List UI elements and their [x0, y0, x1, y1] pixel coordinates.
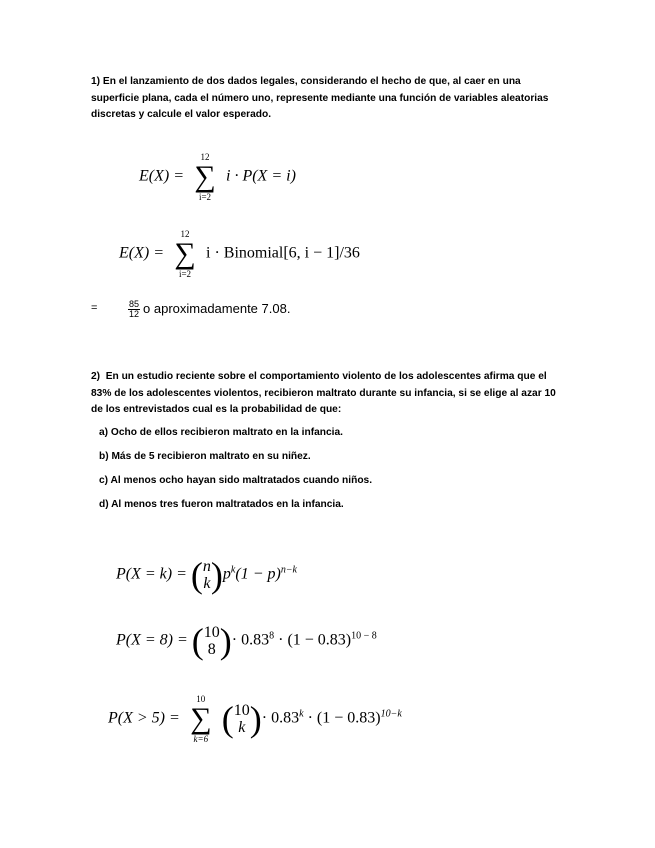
f1-q-exponent: n−k [280, 564, 297, 576]
eq1-lower-limit: i=2 [198, 192, 212, 202]
result-line [128, 300, 290, 319]
question-1-text [91, 74, 561, 124]
eq2-lower-limit: i=2 [178, 269, 192, 279]
f3-upper-limit: 10 [196, 694, 206, 704]
f2-term-a: · 0.83 [231, 631, 270, 649]
f3-lower-limit: k=6 [193, 734, 209, 744]
f3-term-a: · 0.83 [261, 709, 300, 727]
list-item: a) Ocho de ellos recibieron maltrato en la infancia. [99, 427, 344, 438]
f3-term-b-exponent: 10−k [380, 708, 402, 720]
list-item: c) Al menos ocho hayan sido maltratados cuando niños. [99, 475, 373, 486]
sigma-symbol: ∑ [174, 237, 196, 270]
result-denominator: 12 [129, 309, 140, 319]
list-item: b) Más de 5 recibieron maltrato en su niñez. [99, 451, 311, 462]
f3-top: 10 [233, 702, 250, 719]
f1-bottom: k [203, 575, 211, 592]
f1-top: n [202, 558, 211, 575]
formula-binomial-general [116, 557, 297, 593]
list-item: d) Al menos tres fueron maltratados en la infancia. [99, 499, 344, 510]
sigma-symbol: ∑ [190, 702, 212, 735]
question-2-text [91, 369, 561, 419]
eq1-summation [192, 152, 218, 202]
result-equals: = [91, 302, 98, 314]
question-2-statement: En un estudio reciente sobre el comportamiento violento de los adolescentes afirma que el 83% de los adolescentes violentos, recibieron maltrato durante su infancia, si se elige al azar 10 de los entrevistados cual es la probabilidad de que: [91, 371, 556, 415]
question-1-statement: En el lanzamiento de dos dados legales, considerando el hecho de que, al caer en una superficie plana, cada el número uno, represente mediante una función de variables aleatorias discretas y calcule el valor esperado. [91, 76, 549, 120]
eq2-lhs: E(X) = [119, 244, 164, 262]
f3-lhs: P(X > 5) = [108, 709, 180, 727]
result-fraction [128, 300, 140, 319]
equation-expected-value-1 [139, 152, 296, 202]
f3-bottom: k [238, 719, 246, 736]
formula-p-equals-8 [116, 623, 377, 659]
f1-binomial-coefficient: ( n k ) [190, 555, 223, 595]
f2-bottom: 8 [207, 641, 216, 658]
eq2-summation [172, 229, 198, 279]
eq1-upper-limit: 12 [200, 152, 210, 162]
f3-term-a-exponent: k [299, 708, 304, 720]
eq2-upper-limit: 12 [180, 229, 190, 239]
f3-binomial-coefficient: ( 10 k ) [221, 699, 262, 739]
f2-term-b: · (1 − 0.83) [278, 631, 352, 649]
eq2-rhs: i · Binomial[6, i − 1]/36 [206, 244, 360, 262]
f2-lhs: P(X = 8) = [116, 631, 188, 649]
equation-expected-value-2 [119, 229, 360, 279]
f1-p: p [222, 565, 231, 583]
f3-term-b: · (1 − 0.83) [307, 709, 381, 727]
question-1-number: 1) [91, 76, 101, 87]
f1-lhs: P(X = k) = [116, 565, 187, 583]
f3-summation [188, 694, 214, 744]
f2-binomial-coefficient: ( 10 8 ) [191, 621, 232, 661]
result-text: o aproximadamente 7.08. [143, 300, 291, 316]
result-numerator: 85 [129, 299, 140, 309]
sigma-symbol: ∑ [194, 160, 216, 193]
f1-q: (1 − p) [235, 565, 281, 583]
f2-term-a-exponent: 8 [269, 630, 275, 642]
f1-p-exponent: k [230, 564, 236, 576]
eq1-lhs: E(X) = [139, 167, 184, 185]
eq1-rhs: i · P(X = i) [226, 167, 296, 185]
question-2-number: 2) [91, 371, 101, 382]
f2-top: 10 [203, 624, 220, 641]
formula-p-greater-5 [108, 694, 402, 744]
f2-term-b-exponent: 10 − 8 [351, 630, 377, 642]
